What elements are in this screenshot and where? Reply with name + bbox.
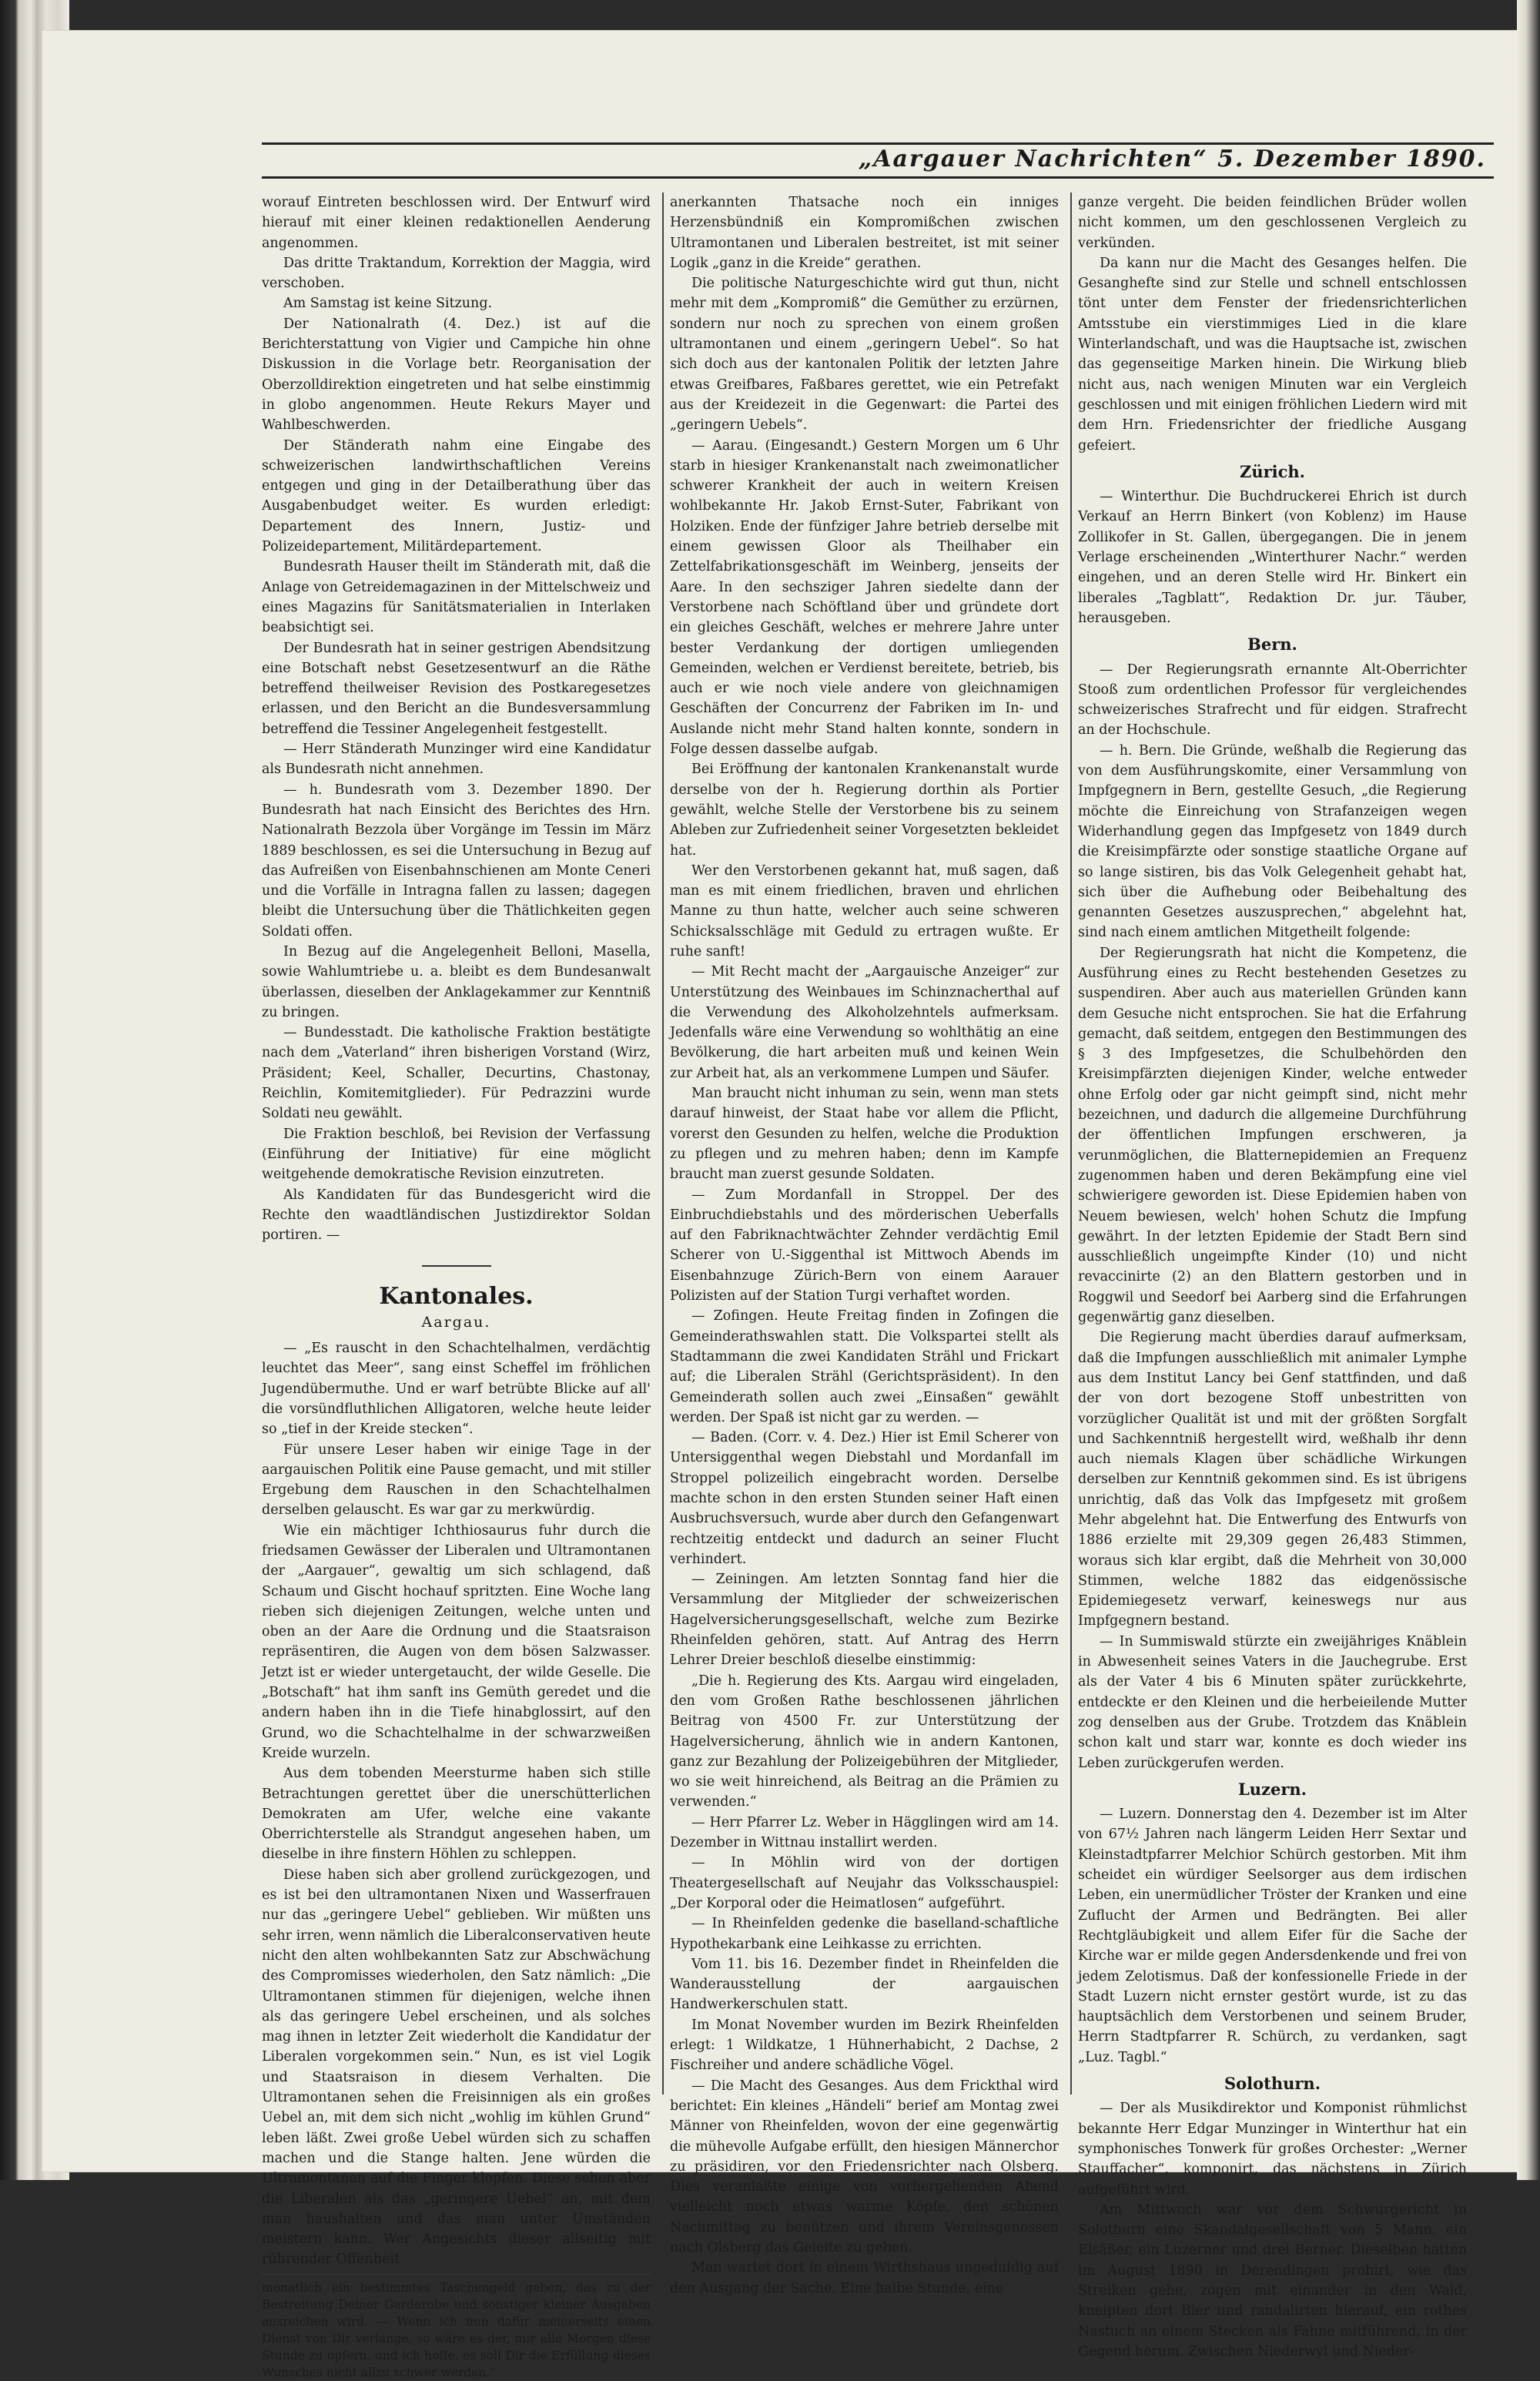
paragraph: Am Samstag ist keine Sitzung. — [283, 296, 493, 312]
column-divider — [1070, 193, 1072, 2095]
paragraph: — Aarau. (Eingesandt.) Gestern Morgen um 6 Uhr starb in hiesiger Krankenanstalt nach zweimonatlicher schwerer Krankheit der auch in weitern Kreisen wohlbekannte Hr. Jakob Ernst-Suter, Fabrikant von Holziken. Ende der fünfziger Jahre betrieb derselbe mit einem gewissen Gloor als Theilhaber ein Zettelfabrikationsgeschäft im Weinberg, jenseits der Aare. In den sechsziger Jahren siedelte dann der Verstorbene nach Schöftland über und gründete dort ein gleiches Geschäft, welches er mehrere Jahre unter bester Verdankung der dortigen umliegenden Gemeinden, welchen er Verdienst bereitete, betrieb, bis auch er wie noch viele andere von gleichnamigen Geschäften der Concurrenz der Fabriken im In- und Auslande nicht mehr Stand halten konnte, sondern in Folge dessen dasselbe aufgab. — [670, 437, 1059, 758]
paragraph: — Herr Pfarrer Lz. Weber in Hägglingen wird am 14. Dezember in Wittnau installirt werden. — [670, 1814, 1059, 1851]
page-edge-right — [1517, 0, 1540, 2180]
paragraph: — Bundesstadt. Die katholische Fraktion bestätigte nach dem „Vaterland“ ihren bisherigen Vorstand (Wirz, Präsident; Keel, Schaller, Decurtins, Chastonay, Reichlin, Komitemitglieder). Für Pedrazzini wurde Soldati neu gewählt. — [262, 1025, 651, 1122]
paragraph: — In Rheinfelden gedenke die baselland-schaftliche Hypothekarbank eine Leihkasse zu errichten. — [670, 1916, 1059, 1952]
section-heading-zuerich: Zürich. — [1239, 461, 1305, 481]
paragraph: Der Ständerath nahm eine Eingabe des schweizerischen landwirthschaftlichen Vereins entgegen und ging in der Detailberathung über das Ausgabenbudget weiter. Es wurden erledigt: Departement des Innern, Justiz- und Polizeidepartement, Militärdepartement. — [262, 437, 651, 555]
section-divider — [422, 1265, 491, 1267]
paragraph: Vom 11. bis 16. Dezember findet in Rheinfelden die Wanderausstellung der aargauischen Handwerkerschulen statt. — [670, 1956, 1059, 2013]
paragraph: Wie ein mächtiger Ichthiosaurus fuhr durch die friedsamen Gewässer der Liberalen und Ultramontanen der „Aargauer“, gewaltig um sich schlagend, daß Schaum und Gischt hochauf spritzten. Eine Woche lang rieben sich diejenigen Zeitungen, welche unten und oben an der Aare die Ordnung und die Staatsraison repräsentiren, die Augen von dem bösen Salzwasser. Jetzt ist er wieder untergetaucht, der wilde Geselle. Die „Botschaft“ hat ihm sanft ins Gemüth geredet und die andern haben ihn in die Tiefe hinabglossirt, auf den Grund, wo die Schachtelhalme in der schwarzweißen Kreide wurzeln. — [262, 1522, 651, 1761]
paragraph: Bei Eröffnung der kantonalen Krankenanstalt wurde derselbe von der h. Regierung dorthin als Portier gewählt, welche Stelle der Verstorbene bis zu seinem Ableben zur Zufriedenheit seiner Vorgesetzten bekleidet hat. — [670, 762, 1059, 859]
paragraph: Der Regierungsrath hat nicht die Kompetenz, die Ausführung eines zu Recht bestehenden Gesetzes zu suspendiren. Aber auch aus materiellen Gründen kann dem Gesuche nicht entsprochen. Sie hat die Erfahrung gemacht, daß seitdem, entgegen den Bestimmungen des § 3 des Impfgesetzes, die Schulbehörden den Kreisimpfärzten diejenigen Kinder, welche entweder ohne Erfolg oder gar nicht geimpft sind, nicht mehr bezeichnen, und dadurch die allgemeine Durchführung der öffentlichen Impfungen erschweren, ja verunmöglichen, die Blatternepidemien an Frequenz zugenommen haben und deren Bekämpfung eine viel schwierigere geworden ist. Diese Epidemien haben von Neuem bewiesen, welch' hohen Schutz die Impfung gewährt. In der letzten Epidemie der Stadt Bern sind ausschließlich ungeimpfte Kinder (10) und nicht revaccinirte (2) an den Blattern gestorben und in Roggwil und Seedorf bei Aarberg sind die Erfahrungen gegenwärtig ganz dieselben. — [1078, 945, 1467, 1326]
column-1 — [262, 193, 651, 2379]
paragraph: In Bezug auf die Angelegenheit Belloni, Masella, sowie Wahlumtriebe u. a. bleibt es dem Bundesanwalt überlassen, dieselben der Anklagekammer zur Kenntniß zu bringen. — [262, 943, 651, 1020]
paragraph: Am Mittwoch war vor dem Schwurgericht in Solothurn eine Skandalgesellschaft von 5 Mann, ein Elsäßer, ein Luzerner und drei Berner. Dieselben hatten im August 1890 in Derendingen probirt, wie das Streiken gehe, zogen mit einander in den Wald, kneipten dort Bier und randalirten hierauf, ein rothes Nastuch an einem Stecken als Fahne mitführend, in der Gegend herum. Zwischen Niederwyl und Nieder- — [1078, 2202, 1467, 2359]
paragraph: — In Summiswald stürzte ein zweijähriges Knäblein in Abwesenheit seines Vaters in die Jauchegrube. Erst als der Vater 4 bis 6 Minuten später zurückkehrte, entdeckte er den Kleinen und die herbeieilende Mutter zog denselben aus der Grube. Trotzdem das Knäblein schon kalt und starr war, konnte es doch wieder ins Leben zurückgerufen werden. — [1078, 1633, 1467, 1771]
paragraph: Die Regierung macht überdies darauf aufmerksam, daß die Impfungen ausschließlich mit animaler Lymphe aus dem Institut Lancy bei Genf stattfinden, und daß der von dort bezogene Stoff unbestritten von vorzüglicher Qualität ist und mit der größten Sorgfalt und Sachkenntniß hergestellt wird, weßhalb ihr denn auch niemals Klagen über schädliche Wirkungen derselben zur Kenntniß gekommen sind. Es ist übrigens unrichtig, daß das Volk das Impfgesetz mit großem Mehr abgelehnt hat. Die Entwerfung des Entwurfs von 1886 erzielte mit 29,309 gegen 26,483 Stimmen, woraus sich klar ergibt, daß die Mehrheit von 30,000 Stimmen, welche 1882 das eidgenössische Epidemiegesetz verwarf, keineswegs nur aus Impfgegnern bestand. — [1078, 1330, 1467, 1629]
paragraph: Als Kandidaten für das Bundesgericht wird die Rechte den waadtländischen Justizdirektor Soldan portiren. — — [262, 1187, 651, 1244]
paragraph: Da kann nur die Macht des Gesanges helfen. Die Gesanghefte sind zur Stelle und schnell entschlossen tönt unter dem Fenster der friedensrichterlichen Amtsstube ein vierstimmiges Lied in die klare Winterlandschaft, und was die Hauptsache ist, zwischen das gegenseitige Marken hinein. Die Wirkung blieb nicht aus, nach wenigen Minuten war ein Vergleich geschlossen und mit einigen fröhlichen Liedern wird mit dem Hrn. Friedensrichter der friedliche Ausgang gefeiert. — [1078, 255, 1467, 454]
paragraph: ganze vergeht. Die beiden feindlichen Brüder wollen nicht kommen, um den geschlossenen Vergleich zu verkünden. — [1078, 195, 1467, 251]
column-divider — [662, 193, 664, 2095]
paragraph: Bundesrath Hauser theilt im Ständerath mit, daß die Anlage von Getreidemagazinen in der Mittelschweiz und eines Magazins für Sanitätsmaterialien in Interlaken beabsichtigt sei. — [262, 559, 651, 636]
section-heading-kantonales: Kantonales. — [379, 1283, 534, 1311]
masthead — [262, 142, 1494, 179]
paragraph: — Winterthur. Die Buchdruckerei Ehrich ist durch Verkauf an Herrn Binkert (von Koblenz) im Hause Zollikofer in St. Gallen, übergegangen. Die in jenem Verlage erscheinenden „Winterthurer Nachr.“ werden eingehen, und an deren Stelle wird Hr. Binkert ein liberales „Tagblatt“, Redaktion Dr. jur. Täuber, herausgeben. — [1078, 489, 1467, 626]
paragraph: worauf Eintreten beschlossen wird. Der Entwurf wird hierauf mit einer kleinen redaktionellen Aenderung angenommen. — [262, 195, 651, 251]
section-heading-luzern: Luzern. — [1238, 1779, 1307, 1799]
paragraph: „Die h. Regierung des Kts. Aargau wird eingeladen, den vom Großen Rathe beschlossenen jährlichen Beitrag von 4500 Fr. zur Unterstützung der Hagelversicherung, ähnlich wie in andern Kantonen, ganz zur Bezahlung der Polizeigebühren der Mitglieder, wo sie weit hinreichend, als Beitrag an die Prämien zu verwenden.“ — [670, 1673, 1059, 1810]
paragraph: — Zeiningen. Am letzten Sonntag fand hier die Versammlung der Mitglieder der schweizerischen Hagelversicherungsgesellschaft, welche zum Bezirke Rheinfelden gehören, statt. Auf Antrag des Herrn Lehrer Dreier beschloß dieselbe einstimmig: — [670, 1572, 1059, 1669]
section-heading-bern: Bern. — [1247, 635, 1297, 655]
paragraph: — h. Bern. Die Gründe, weßhalb die Regierung das von dem Ausführungskomite, einer Versammlung von Impfgegnern in Bern, gestellte Gesuch, „die Regierung möchte die Einreichung von Strafanzeigen wegen Widerhandlung gegen das Impfgesetz von 1849 durch die Kreisimpfärzte oder sonstige staatliche Organe auf so lange sistiren, bis das Volk Gelegenheit gehabt hat, sich über die Aufhebung oder Beibehaltung des genannten Gesetzes auszusprechen,“ abgelehnt hat, sind nach einem amtlichen Mitgetheilt folgende: — [1078, 742, 1467, 941]
footnote-text: monatlich ein bestimmtes Taschengeld geben, das zu der Bestreitung Deiner Garderobe und sonstiger kleiner Ausgaben ausreichen wird. — Wenn ich nun dafür meinerseits einen Dienst von Dir verlange, so wäre es der, mir alle Morgen diese Stunde zu opfern, und ich hoffe, es soll Dir die Erfüllung dieses Wunsches nicht allzu schwer werden.“ — [262, 2280, 651, 2379]
paragraph: Im Monat November wurden im Bezirk Rheinfelden erlegt: 1 Wildkatze, 1 Hühnerhabicht, 2 Dachse, 2 Fischreiher und andere schädliche Vögel. — [670, 2017, 1059, 2074]
masthead-top-rule — [262, 142, 1494, 145]
paragraph: — Zum Mordanfall in Stroppel. Der des Einbruchdiebstahls und des mörderischen Ueberfalls auf den Fabriknachtwächter Zehnder verdächtig Emil Scherer von U.-Siggenthal ist Mittwoch Abends im Eisenbahnzuge Zürich-Bern von einem Aarauer Polizisten auf der Station Turgi verhaftet worden. — [670, 1187, 1059, 1304]
paragraph: — „Es rauscht in den Schachtelhalmen, verdächtig leuchtet das Meer“, sang einst Scheffel im fröhlichen Jugendübermuthe. Und er warf betrübte Blicke auf all' die vorsündfluthlichen Alligatoren, welche heute leider so „tief in der Kreide stecken“. — [262, 1341, 651, 1438]
paragraph: — Der als Musikdirektor und Komponist rühmlichst bekannte Herr Edgar Munzinger in Winterthur hat ein symphonisches Tonwerk für großes Orchester: „Werner Stauffacher“, komponirt, das nächstens in Zürich aufgeführt wird. — [1078, 2101, 1467, 2198]
paragraph: Der Nationalrath (4. Dez.) ist auf die Berichterstattung von Vigier und Campiche hin ohne Diskussion in die Vorlage betr. Reorganisation der Oberzolldirektion eingetreten und hat selbe einstimmig in globo angenommen. Heute Rekurs Mayer und Wahlbeschwerden. — [262, 316, 651, 434]
paragraph: Diese haben sich aber grollend zurückgezogen, und es ist bei den ultramontanen Nixen und Wasserfrauen nur das „geringere Uebel“ geblieben. Wir müßten uns sehr irren, wenn nämlich die Liberalconservativen heute nicht den alten wohlbekannten Satz zur Abschwächung des Compromisses wiederholen, den Satz nämlich: „Die Ultramontanen stimmen für diejenigen, welche ihnen als das geringere Uebel erscheinen, und als solches mag ihnen in letzter Zeit wiederholt die Kandidatur der Liberalen vorgekommen sein.“ Nun, es ist viel Logik und Staatsraison in diesem Verhalten. Die Ultramontanen sehen die Freisinnigen als ein großes Uebel an, mit dem sich nicht „wohlig im kühlen Grund“ leben läßt. Zwei große Uebel würden sich zu schaffen machen und die Stange halten. Jene würden die Ultramontanen auf die Finger klopfen. Diese sehen aber die Liberalen als das „geringere Uebel“ an, mit dem man haushalten und das man unter Umständen meistern kann. Wer Angesichts dieser allseitig mit rührender Offenheit — [262, 1867, 651, 2268]
paragraph: Der Bundesrath hat in seiner gestrigen Abendsitzung eine Botschaft nebst Gesetzesentwurf an die Räthe betreffend theilweiser Revision des Postkaregesetzes erlassen, und den Bericht an die Bundesversammlung betreffend die Tessiner Angelegenheit festgestellt. — [262, 640, 651, 737]
paragraph: — Luzern. Donnerstag den 4. Dezember ist im Alter von 67½ Jahren nach längerm Leiden Herr Sextar und Kleinstadtpfarrer Melchior Schürch gestorben. Mit ihm scheidet ein würdiger Seelsorger aus dem irdischen Leben, ein unermüdlicher Tröster der Kranken und eine Zuflucht der Armen und Bedrängten. Bei aller Rechtgläubigkeit und allem Eifer für die Sache der Kirche war er milde gegen Andersdenkende und frei von jedem Zelotismus. Daß der konfessionelle Friede in der Stadt Luzern nicht ernster gestört wurde, ist zu das hauptsächlich dem Verstorbenen und seinem Bruder, Herrn Stadtpfarrer R. Schürch, zu verdanken, sagt „Luz. Tagbl.“ — [1078, 1807, 1467, 2065]
paragraph: Für unsere Leser haben wir einige Tage in der aargauischen Politik eine Pause gemacht, und mit stiller Ergebung dem Rauschen in den Schachtelhalmen derselben gelauscht. Es war gar zu merkwürdig. — [262, 1442, 651, 1519]
paragraph: — Baden. (Corr. v. 4. Dez.) Hier ist Emil Scherer von Untersiggenthal wegen Diebstahl und Mordanfall im Stroppel polizeilich eingebracht worden. Derselbe machte schon in den ersten Stunden seiner Haft einen Ausbruchsversuch, wurde aber durch den Gefangenwart rechtzeitig entdeckt und dadurch an seiner Flucht verhindert. — [670, 1430, 1059, 1567]
paragraph: — Der Regierungsrath ernannte Alt-Oberrichter Stooß zum ordentlichen Professor für vergleichendes schweizerisches Strafrecht und für eidgen. Strafrecht an der Hochschule. — [1078, 661, 1467, 738]
paragraph: Wer den Verstorbenen gekannt hat, muß sagen, daß man es mit einem friedlichen, braven und ehrlichen Manne zu thun hatte, welcher auch seine schweren Schicksalsschläge mit Geduld zu ertragen wußte. Er ruhe sanft! — [670, 862, 1059, 959]
paragraph: Man wartet dort in einem Wirthshaus ungeduldig auf den Ausgang der Sache. Eine halbe Stunde, eine — [670, 2260, 1059, 2296]
paragraph: — Die Macht des Gesanges. Aus dem Frickthal wird berichtet: Ein kleines „Händeli“ berief am Montag zwei Männer von Rheinfelden, wovon der eine gegenwärtig die mühevolle Aufgabe erfüllt, den hiesigen Männerchor zu präsidiren, vor den Friedensrichter nach Olsberg. Dies veranlaßte einige von vorhergehenden Abend vielleicht noch etwas warme Köpfe, den schönen Nachmittag zu benützen und ihrem Vereinsgenossen nach Olsberg das Geleite zu geben. — [670, 2078, 1059, 2255]
paragraph: Man braucht nicht inhuman zu sein, wenn man stets darauf hinweist, der Staat habe vor allem die Pflicht, vorerst den Gesunden zu helfen, welche die Produktion zu pflegen und zu mehren haben; denn im Kampfe braucht man zuerst gesunde Soldaten. — [670, 1086, 1059, 1183]
masthead-bottom-rule — [262, 176, 1494, 179]
paragraph: — In Möhlin wird von der dortigen Theatergesellschaft auf Neujahr das Volksschauspiel: „Der Korporal oder die Heimatlosen“ aufgeführt. — [670, 1855, 1059, 1911]
paragraph: — Zofingen. Heute Freitag finden in Zofingen die Gemeinderathswahlen statt. Die Volkspartei stellt als Stadtammann die zwei Kandidaten Strähl und Frickart auf; die Liberalen Strähl (Gerichtspräsident). In den Gemeinderath sollen auch zwei „Einsaßen“ gewählt werden. Der Spaß ist nicht gar zu werden. — — [670, 1308, 1059, 1425]
footnote-rule — [262, 2273, 651, 2275]
paragraph: Aus dem tobenden Meersturme haben sich stille Betrachtungen gerettet über die unerschütterlichen Demokraten am Ufer, welche eine vakante Oberrichterstelle als Strandgut angesehen haben, um dieselbe in ihre finstern Höhlen zu schleppen. — [262, 1766, 651, 1863]
column-2 — [670, 193, 1059, 2296]
masthead-title: „Aargauer Nachrichten“ 5. Dezember 1890. — [859, 146, 1486, 172]
subsection-heading-aargau: Aargau. — [421, 1313, 491, 1331]
paragraph: Die politische Naturgeschichte wird gut thun, nicht mehr mit dem „Kompromiß“ die Gemüther zu erzürnen, sondern nur noch zu sprechen von einem großen ultramontanen und einem „geringern Uebel“. So hat sich doch aus der kantonalen Politik der letzten Jahre etwas Greifbares, Faßbares gerettet, wie ein Petrefakt aus der Kreidezeit in die Gegenwart: die Partei des „geringern Uebels“. — [670, 276, 1059, 434]
paragraph: anerkannten Thatsache noch ein inniges Herzensbündniß ein Kompromißchen zwischen Ultramontanen und Liberalen bestreitet, ist mit seiner Logik „ganz in die Kreide“ gerathen. — [670, 195, 1059, 271]
paragraph: — h. Bundesrath vom 3. Dezember 1890. Der Bundesrath hat nach Einsicht des Berichtes des Hrn. Nationalrath Bezzola über Vorgänge im Tessin im März 1889 beschlossen, es sei die Untersuchung in Bezug auf das Aufreißen von Eisenbahnschienen am Monte Ceneri und die Vorfälle in Intragna fallen zu lassen; dagegen bleibt die Untersuchung über die Thätlichkeiten gegen Soldati offen. — [262, 782, 651, 939]
paragraph: — Herr Ständerath Munzinger wird eine Kandidatur als Bundesrath nicht annehmen. — [262, 742, 651, 778]
paragraph: Die Fraktion beschloß, bei Revision der Verfassung (Einführung der Initiative) für eine möglicht weitgehende demokratische Revision einzutreten. — [262, 1126, 651, 1183]
paragraph: — Mit Recht macht der „Aargauische Anzeiger“ zur Unterstützung des Weinbaues im Schinznacherthal auf die Verwendung des Alkoholzehntels aufmerksam. Jedenfalls wäre eine Verwendung so wohlthätig an eine Bevölkerung, die hart arbeiten muß und keinen Wein zur Arbeit hat, als an verkommene Lumpen und Säufer. — [670, 964, 1059, 1081]
paragraph: Das dritte Traktandum, Korrektion der Maggia, wird verschoben. — [262, 255, 651, 292]
section-heading-solothurn: Solothurn. — [1224, 2074, 1321, 2094]
column-3 — [1078, 193, 1467, 2359]
feuilleton-footnote — [262, 2279, 651, 2381]
